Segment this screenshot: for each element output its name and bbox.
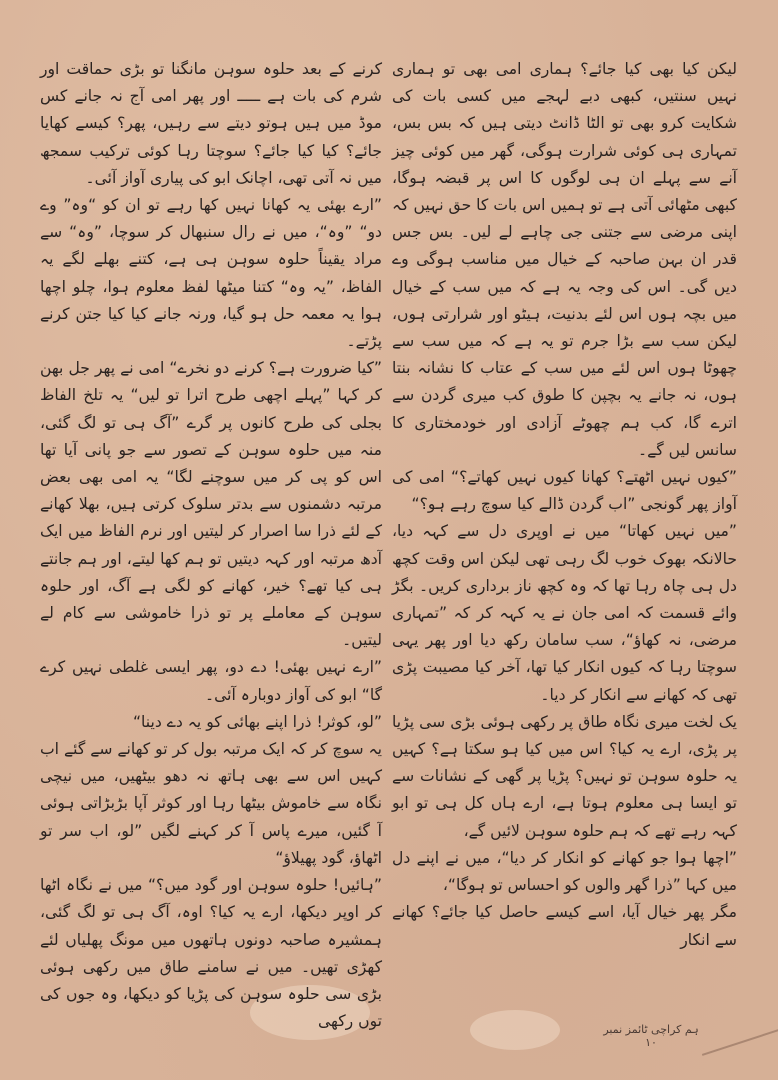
paragraph: لیکن کیا بھی کیا جائے؟ ہماری امی بھی تو ہماری نہیں سنتیں، کبھی دبے لہجے میں کسی بات کی شکایت کرو بھی تو الٹا ڈانٹ دیتی ہیں کہ بس بس، تمہاری ہی کوئی شرارت ہوگی، گھر میں کوئی چیز آنے سے پہلے ان ہی لوگوں کا اس پر قبضہ ہوگا، کبھی مٹھائی آتی ہے تو ہمیں اس بات کا حق نہیں کہ اپنی مرضی سے جتنی جی چاہے لے لیں۔ بس جس قدر ان بہن صاحبہ کے خیال میں مناسب ہوگی وے دیں گی۔ اس کی وجہ یہ ہے کہ میں سب کے خیال میں بچہ ہوں اس لئے بدنیت، ہیٹو اور شرارتی ہوں، لیکن سب سے بڑا جرم تو یہ ہے کہ میں سب سے چھوٹا ہوں اس لئے میں سب کے عتاب کا نشانہ بنتا ہوں، نہ جانے یہ بچپن کا طوق کب میری گردن سے اترے گا، کب ہم چھوٹے آزادی اور خودمختاری کا سانس لیں گے۔: [392, 60, 737, 459]
paragraph: مگر پھر خیال آیا، اسے کیسے حاصل کیا جائے؟ کھانے سے انکار: [392, 903, 737, 949]
paragraph: یک لخت میری نگاہ طاق پر رکھی ہوئی بڑی سی پڑیا پر پڑی، ارے یہ کیا؟ اس میں کیا ہو سکتا ہے؟ کہیں یہ حلوہ سوہن تو نہیں؟ پڑیا پر گھی کے نشانات سے تو ایسا ہی معلوم ہوتا ہے، ارے ہاں کل ہی تو ابو کہہ رہے تھے کہ ہم حلوہ سوہن لائیں گے،: [392, 712, 737, 840]
paragraph: ”ارے بھئی یہ کھانا نہیں کھا رہے تو ان کو “وہ” وے دو“ ”وہ“، میں نے رال سنبھال کر سوچا، ”وہ“ سے مراد یقیناً حلوہ سوہن ہی ہے، کتنے بھلے لگے یہ الفاظ، ”یہ وہ“ کتنا میٹھا لفظ معلوم ہوا، چلو اچھا ہوا یہ معمہ حل ہو گیا، ورنہ جانے کیا کیا جتن کرنے پڑتے۔: [40, 196, 382, 351]
right-column: [392, 56, 737, 954]
left-column: [40, 56, 382, 1035]
paper-fold-line: [702, 1026, 778, 1056]
paragraph: یہ سوچ کر کہ ایک مرتبہ بول کر تو کھانے سے گئے اب کہیں اس سے بھی ہاتھ نہ دھو بیٹھیں، میں نیچی نگاہ سے خاموش بیٹھا رہا اور کوثر آپا بڑبڑاتی ہوئی آ گئیں، میرے پاس آ کر کہنے لگیں ”لو، اب سر تو اٹھاؤ، گود پھیلاؤ“: [40, 740, 382, 867]
paragraph: ”لو، کوثر! ذرا اپنے بھائی کو یہ دے دینا“: [132, 712, 382, 731]
paragraph: ”میں نہیں کھاتا“ میں نے اوپری دل سے کہہ دیا، حالانکہ بھوک خوب لگ رہی تھی لیکن اس وقت کچھ دل ہی چاہ رہا تھا کہ وہ کچھ ناز برداری کریں۔ بگڑ وائے قسمت کہ امی جان نے یہ کہہ کر کہ ”تمہاری مرضی، نہ کھاؤ“، سب سامان رکھ دیا اور پھر یہی سوچتا رہا کہ کیوں انکار کیا تھا، آخر کیا مصیبت پڑی تھی کہ کھانے سے انکار کر دیا۔: [392, 522, 737, 704]
page-footer: ہم کراچی ٹائمز نمبر ۱۰: [603, 1023, 699, 1049]
paragraph: ”کیا ضرورت ہے؟ کرنے دو نخرے“ امی نے پھر جل بھن کر کہا ”پہلے اچھی طرح اترا تو لیں“ یہ تلخ الفاظ بجلی کی طرح کانوں پر گرے ”آگ ہی تو لگ گئی، منہ میں حلوہ سوہن کے تصور سے جو پانی آیا تھا اس کو پی کر میں سوچنے لگا“ یہ امی بھی بعض مرتبہ دشمنوں سے بدتر سلوک کرتی ہیں، بھلا کھانے کے لئے ذرا سا اصرار کر لیتیں اور نرم الفاظ میں ایک آدھ مرتبہ اور کہہ دیتیں تو ہم کھا لیتے، اور ہم جانتے ہی کیا تھے؟ خیر، کھانے کو لگی ہے آگ، اور حلوہ سوہن کے معاملے پر تو ذرا خاموشی سے کام لے لیتیں۔: [40, 359, 382, 650]
paragraph: کرنے کے بعد حلوہ سوہن مانگنا تو بڑی حماقت اور شرم کی بات ہے ـــــ اور پھر امی آج نہ جانے کس موڈ میں ہیں ہوتو دیتے سے رہیں، پھر؟ کیسے کھایا جائے؟ کیا کیا جائے؟ سوچتا رہا کوئی ترکیب سمجھ میں نہ آتی تھی، اچانک ابو کی پیاری آواز آئی۔: [40, 60, 382, 187]
paragraph: ”ارے نہیں بھئی! دے دو، پھر ایسی غلطی نہیں کرے گا“ ابو کی آواز دوبارہ آئی۔: [40, 658, 382, 704]
paragraph: ”کیوں نہیں اٹھتے؟ کھانا کیوں نہیں کھاتے؟“ امی کی آواز پھر گونجی ”اب گردن ڈالے کیا سوچ رہے ہو؟“: [392, 468, 737, 514]
paragraph: ”ہائیں! حلوہ سوہن اور گود میں؟“ میں نے نگاہ اٹھا کر اوپر دیکھا، ارے یہ کیا؟ اوہ، آگ ہی تو لگ گئی، ہمشیرہ صاحبہ دونوں ہاتھوں میں مونگ پھلیاں لئے کھڑی تھیں۔ میں نے سامنے طاق میں رکھی ہوئی بڑی سی حلوہ سوہن کی پڑیا کو دیکھا، وہ جوں کی توں رکھی: [40, 876, 382, 1031]
paragraph: ”اچھا ہوا جو کھانے کو انکار کر دیا“، میں نے اپنے دل میں کہا ”ذرا گھر والوں کو احساس تو ہوگا“،: [392, 848, 737, 895]
paper-stain: [470, 1010, 560, 1050]
